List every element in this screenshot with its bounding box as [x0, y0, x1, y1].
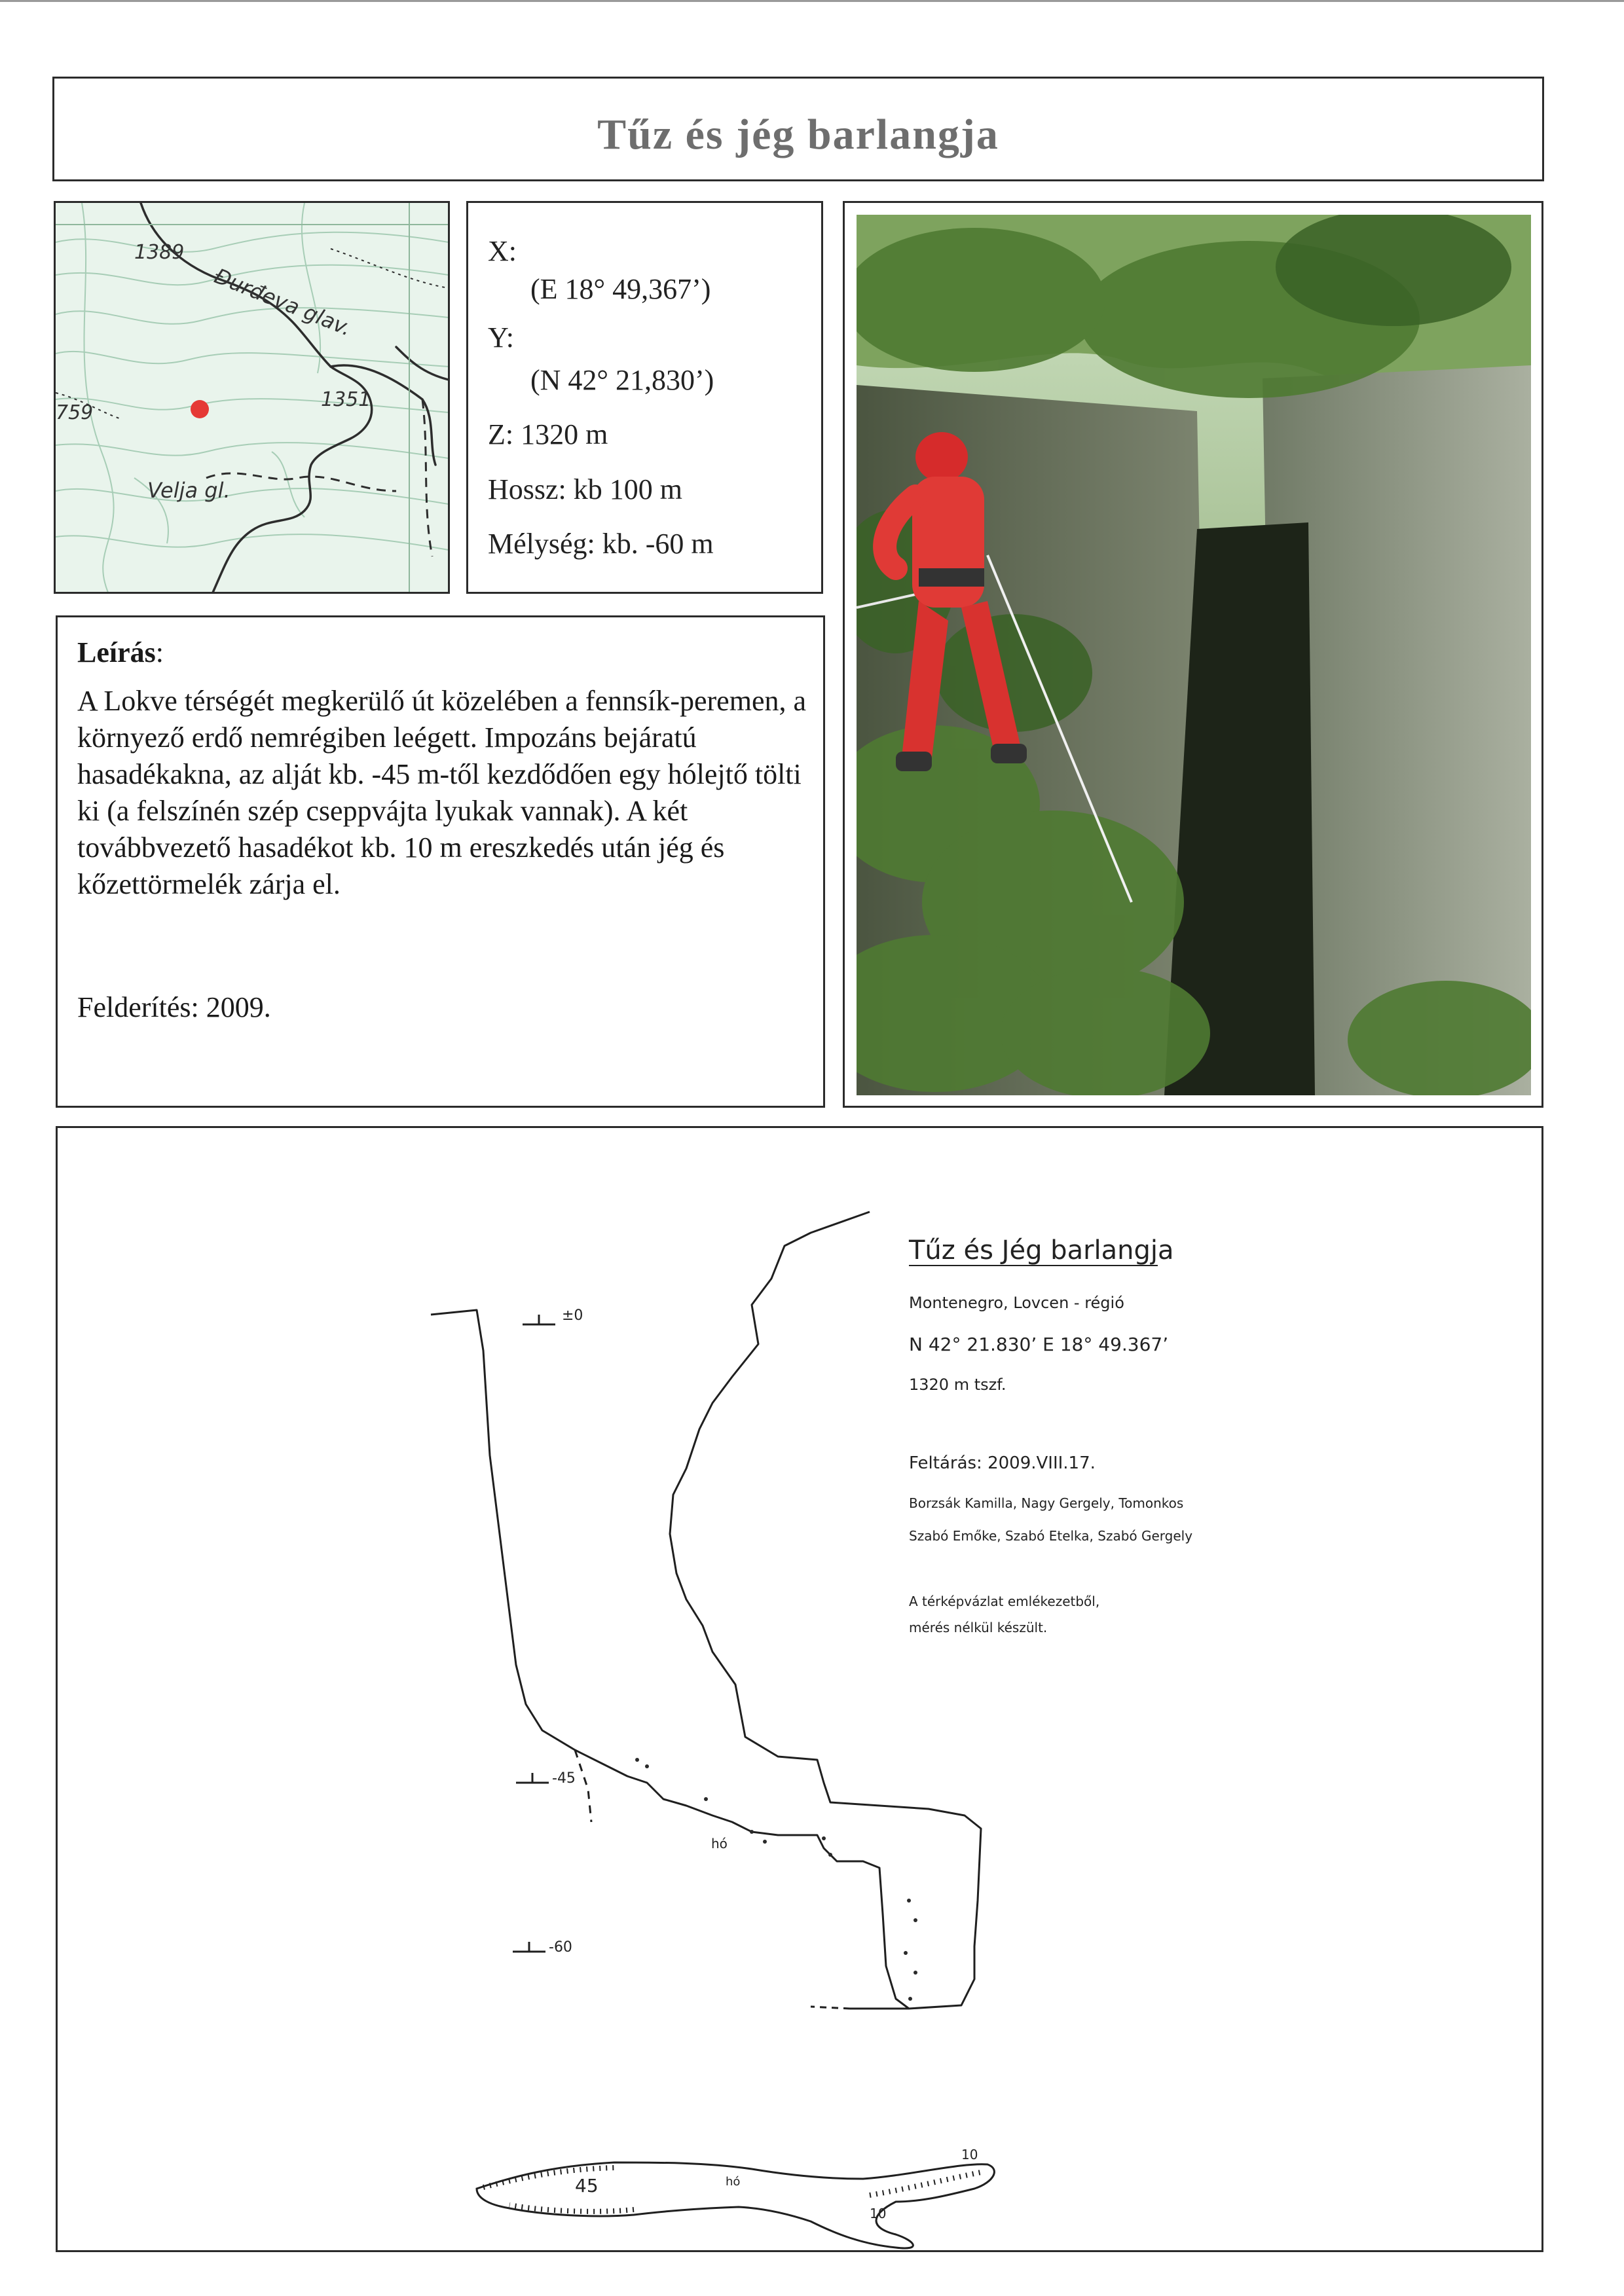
depth-value: Mélység: kb. -60 m [488, 528, 714, 560]
y-value: (N 42° 21,830’) [530, 364, 714, 396]
cave-plan [477, 2147, 994, 2248]
topo-map-graphic [56, 203, 449, 592]
survey-title: Tűz és Jég barlangja [909, 1235, 1174, 1266]
snow-label: hó [711, 1836, 728, 1851]
survey-explored: Feltárás: 2009.VIII.17. [909, 1453, 1096, 1473]
map-label-1389: 1389 [134, 241, 185, 264]
cave-entrance-photo [843, 201, 1543, 1108]
length-value: Hossz: kb 100 m [488, 473, 682, 505]
plan-label-10b: 10 [870, 2206, 887, 2221]
depth-label-0: ±0 [562, 1307, 583, 1324]
topo-map [54, 201, 450, 594]
depth-label-45: -45 [552, 1770, 576, 1787]
cave-profile [431, 1212, 981, 2009]
discovery-text: Felderítés: 2009. [77, 991, 271, 1023]
survey-team-1: Borzsák Kamilla, Nagy Gergely, Tomonkos [909, 1495, 1184, 1511]
description-text: A Lokve térségét megkerülő út közelében a fennsík-peremen, a környező erdő nemrégiben leégett. Impozáns bejáratú hasadékakna, az alját kb. -45 m-től kezdődően egy hólejtő tölti ki (a felszínén szép cseppvájta lyukak vannak). A két továbbvezető hasadékot kb. 10 m ereszkedés után jég és kőzettörmelék zárja el. [77, 685, 806, 900]
description-heading: Leírás: [77, 636, 164, 668]
survey-team-2: Szabó Emőke, Szabó Etelka, Szabó Gergely [909, 1528, 1193, 1544]
survey-coords: N 42° 21.830’ E 18° 49.367’ [909, 1334, 1169, 1355]
plan-snow-label: hó [726, 2175, 741, 2189]
survey-altitude: 1320 m tszf. [909, 1376, 1006, 1394]
map-label-velja: Velja gl. [147, 478, 231, 503]
survey-region: Montenegro, Lovcen - régió [909, 1294, 1124, 1312]
z-value: Z: 1320 m [488, 418, 608, 450]
y-label: Y: [488, 321, 514, 354]
map-label-759: 759 [56, 401, 94, 424]
plan-label-45: 45 [575, 2175, 599, 2196]
cave-location-marker [191, 400, 209, 418]
survey-notes [908, 1235, 1192, 1635]
top-rule [0, 0, 1624, 2]
map-label-durdeva: Đurđeva glav. [211, 263, 356, 341]
coordinates-box [466, 201, 823, 594]
plan-label-10a: 10 [961, 2147, 978, 2162]
depth-label-60: -60 [549, 1939, 572, 1956]
page-title: Tűz és jég barlangja [597, 111, 999, 158]
survey-note-1: A térképvázlat emlékezetből, [909, 1594, 1100, 1609]
caver-rappelling-image [857, 215, 1531, 1095]
description-box [56, 615, 825, 1108]
map-label-1351: 1351 [321, 388, 371, 411]
cave-survey-sketch [58, 1128, 1541, 2250]
x-value: (E 18° 49,367’) [530, 273, 711, 305]
survey-note-2: mérés nélkül készült. [909, 1620, 1048, 1635]
snow-dots [635, 1758, 917, 2001]
x-label: X: [488, 235, 517, 267]
depth-markers [513, 1307, 728, 1956]
cave-survey-box [56, 1126, 1543, 2252]
title-box [52, 77, 1544, 181]
